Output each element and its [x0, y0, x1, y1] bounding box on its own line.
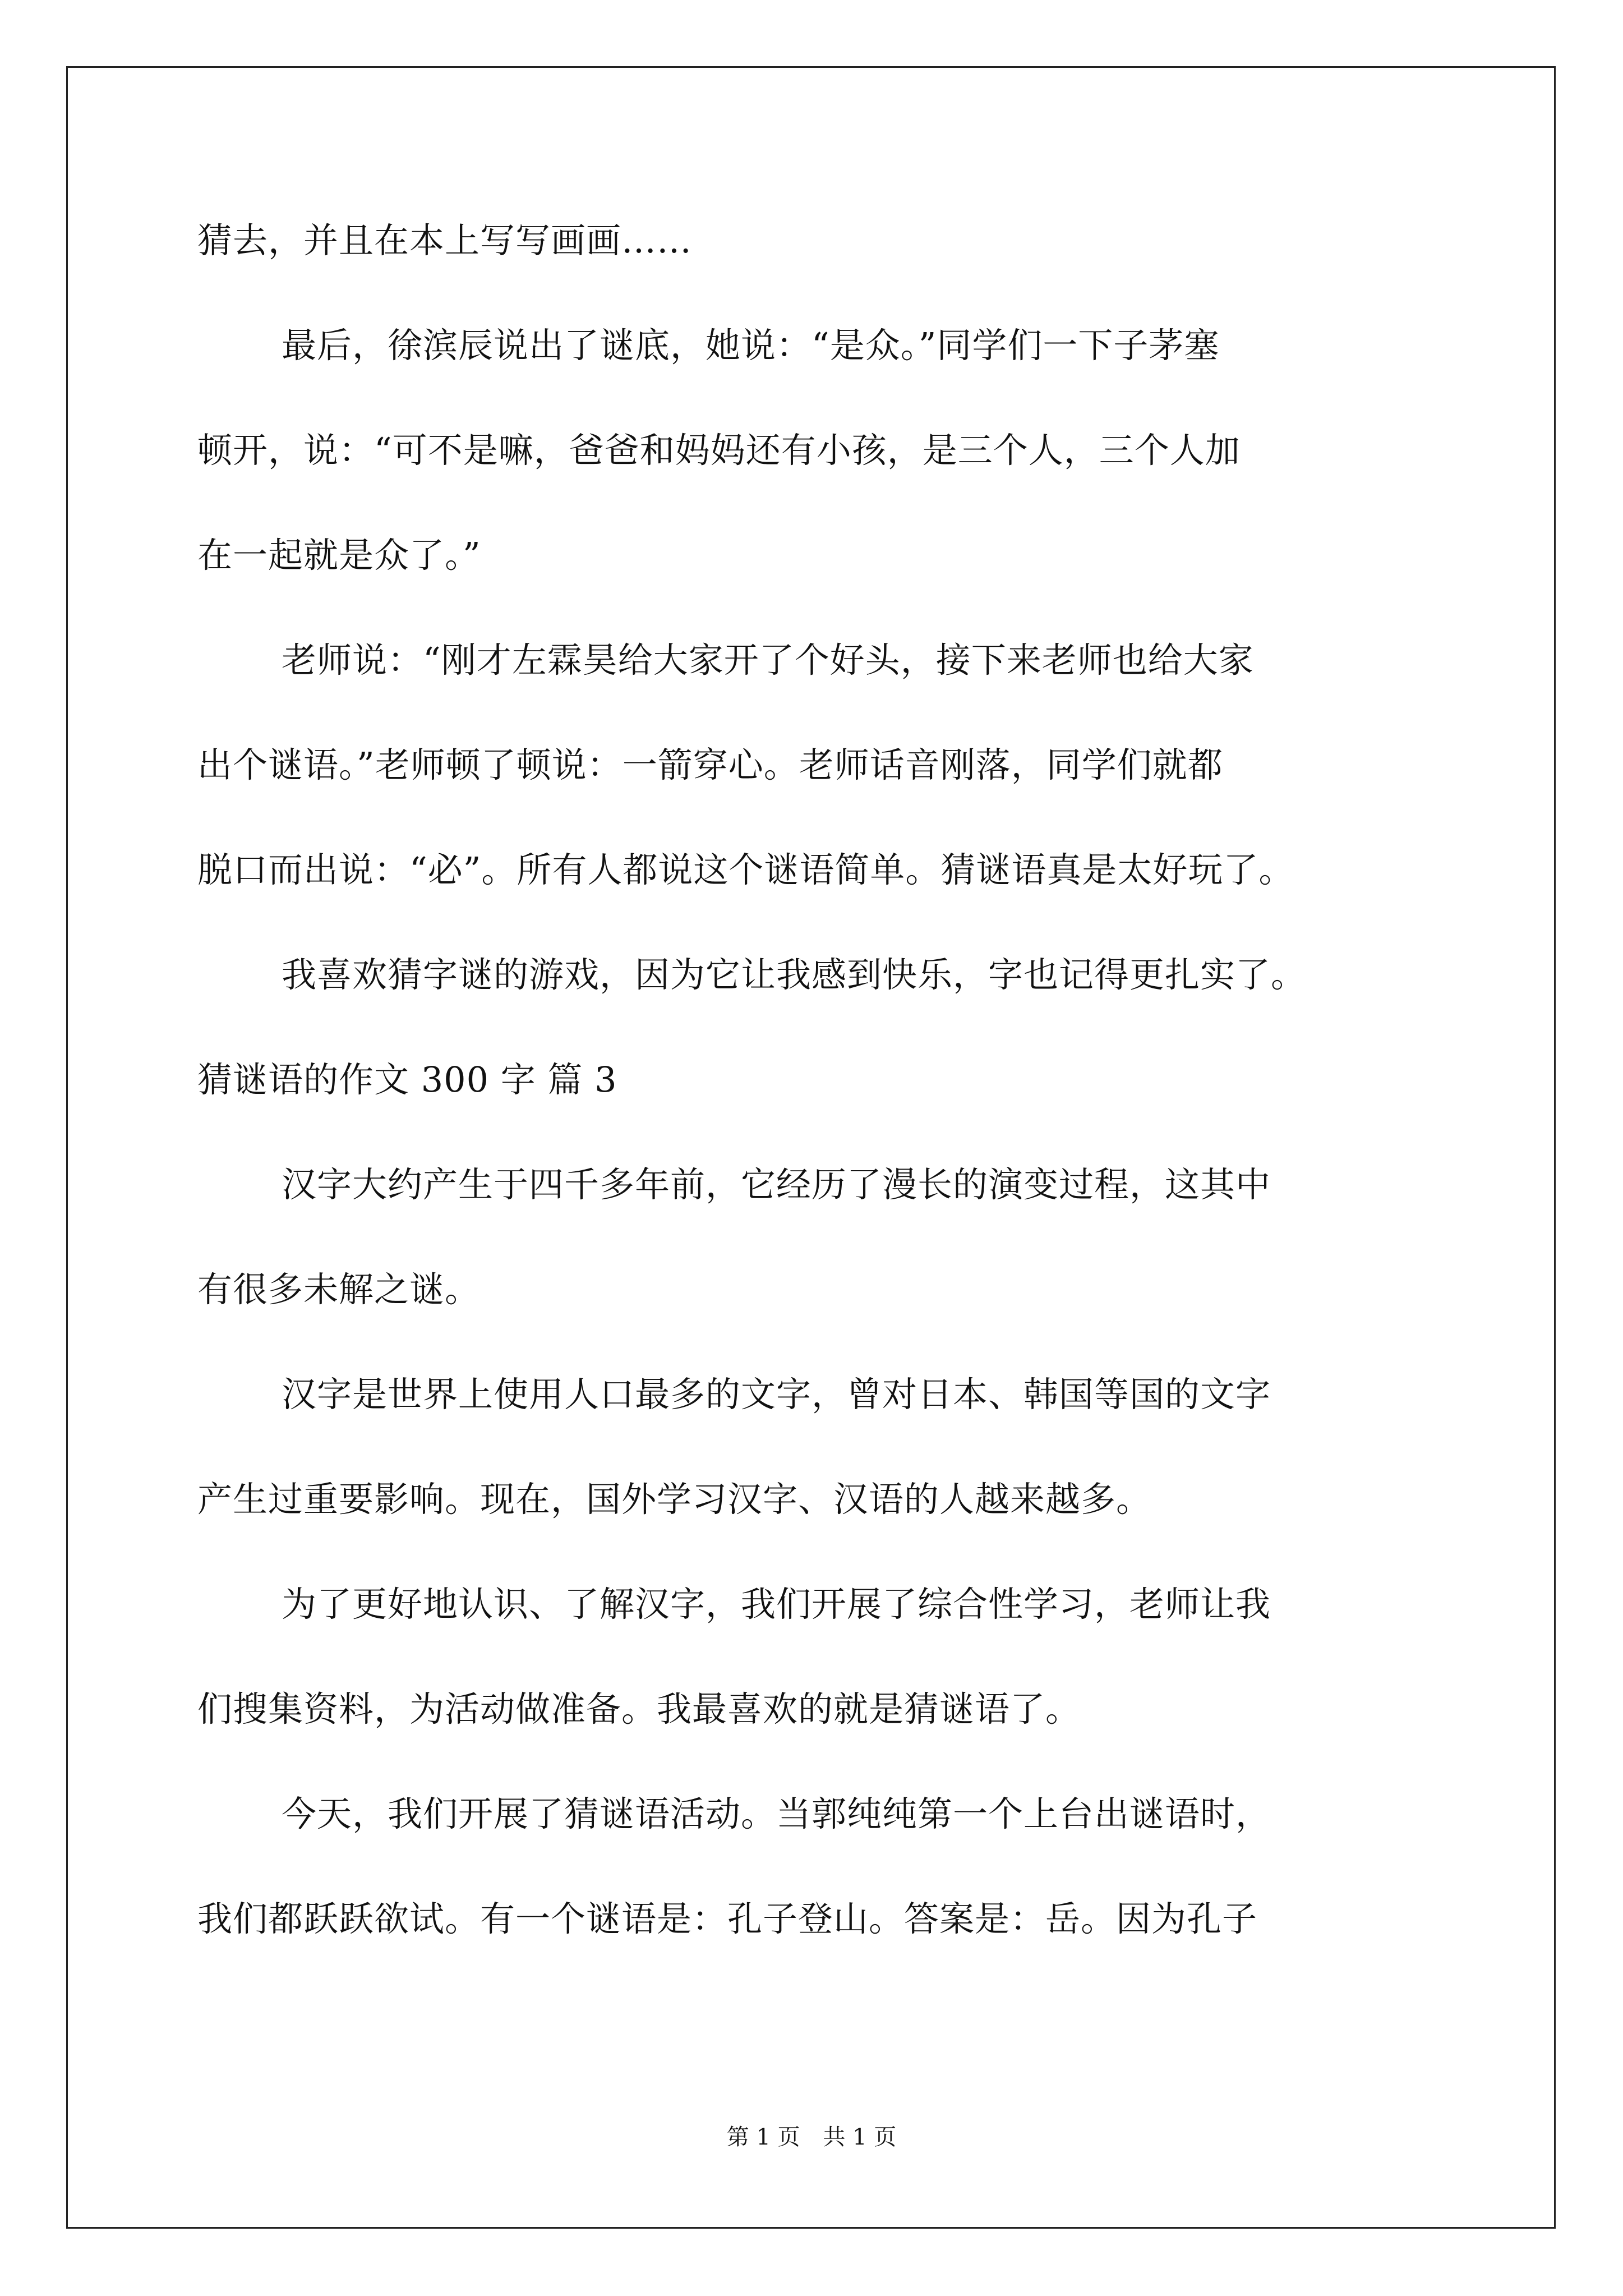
- page-total: 共 1 页: [823, 2124, 897, 2150]
- text-line: 有很多未解之谜。: [197, 1269, 481, 1310]
- text-line: 最后，徐滨辰说出了谜底，她说：“是众。”同学们一下子茅塞: [282, 325, 1220, 366]
- text-line: 汉字大约产生于四千多年前，它经历了漫长的演变过程，这其中: [282, 1164, 1271, 1205]
- text-line: 在一起就是众了。”: [197, 535, 481, 576]
- text-line: 汉字是世界上使用人口最多的文字，曾对日本、韩国等国的文字: [282, 1374, 1271, 1415]
- text-line: 为了更好地认识、了解汉字，我们开展了综合性学习，老师让我: [282, 1584, 1271, 1625]
- text-line: 出个谜语。”老师顿了顿说：一箭穿心。老师话音刚落，同学们就都: [197, 744, 1223, 785]
- page-number: 第 1 页: [726, 2124, 800, 2150]
- text-line: 产生过重要影响。现在，国外学习汉字、汉语的人越来越多。: [197, 1479, 1152, 1520]
- text-line: 猜去，并且在本上写写画画……: [197, 220, 693, 261]
- text-line: 脱口而出说：“必”。所有人都说这个谜语简单。猜谜语真是太好玩了。: [197, 849, 1294, 890]
- text-line: 我喜欢猜字谜的游戏，因为它让我感到快乐，字也记得更扎实了。: [282, 954, 1307, 995]
- text-line: 今天，我们开展了猜谜语活动。当郭纯纯第一个上台出谜语时，: [282, 1793, 1271, 1834]
- text-line: 顿开，说：“可不是嘛，爸爸和妈妈还有小孩，是三个人，三个人加: [197, 430, 1241, 471]
- text-line: 老师说：“刚才左霖昊给大家开了个好头，接下来老师也给大家: [282, 639, 1254, 680]
- text-line: 们搜集资料，为活动做准备。我最喜欢的就是猜谜语了。: [197, 1688, 1081, 1729]
- page-footer: [0, 2120, 1623, 2154]
- section-heading: 猜谜语的作文 300 字 篇 3: [197, 1059, 617, 1100]
- text-line: 我们都跃跃欲试。有一个谜语是：孔子登山。答案是：岳。因为孔子: [197, 1898, 1258, 1939]
- document-body: [197, 188, 1431, 1971]
